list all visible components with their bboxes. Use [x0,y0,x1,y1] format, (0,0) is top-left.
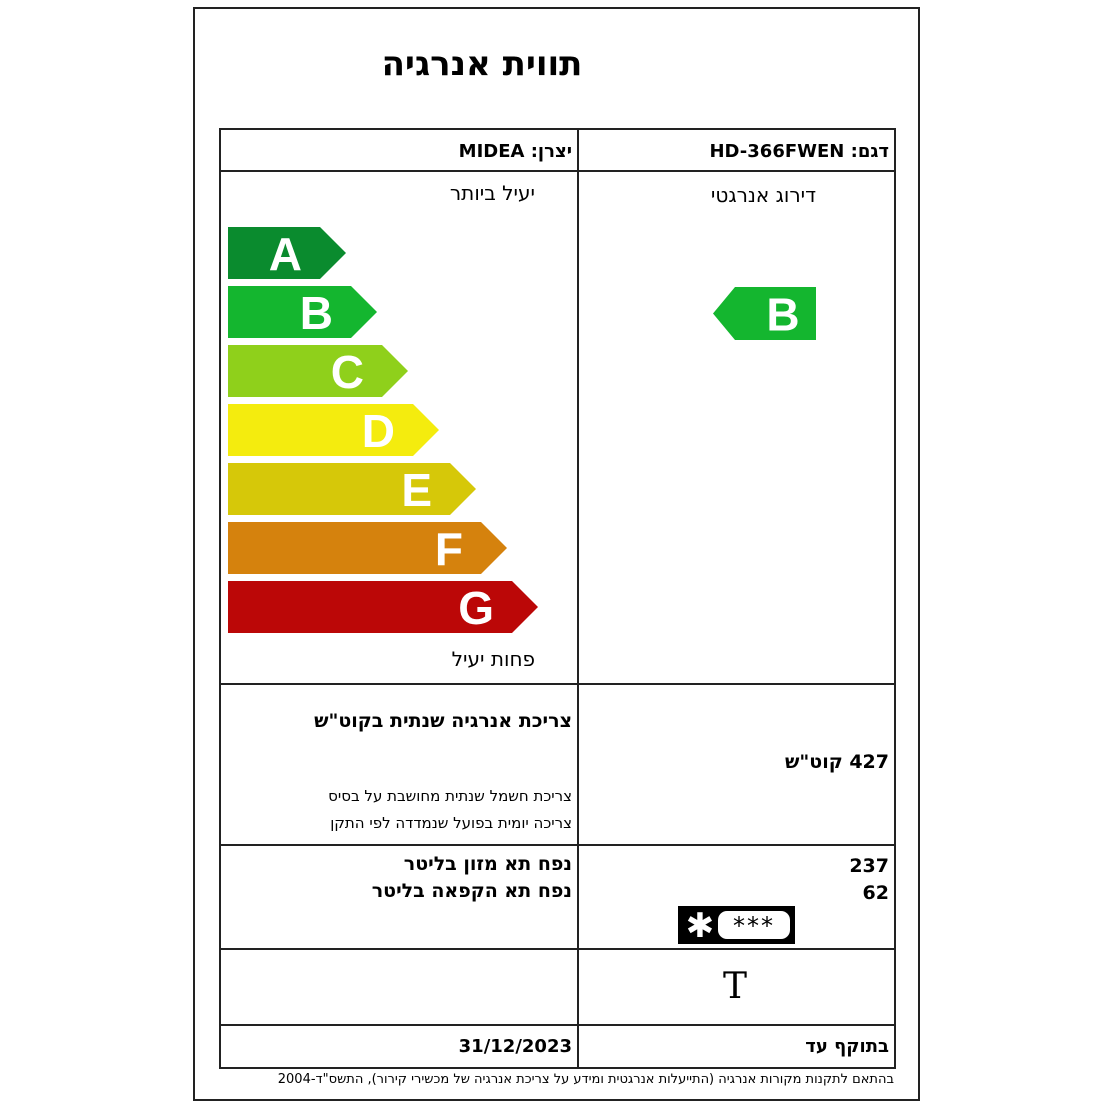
manufacturer-label: יצרן: [530,141,572,162]
rating-arrow-shape [713,287,816,340]
fresh-volume-label: נפח תא מזון בליטר [403,853,572,875]
rating-heading: דירוג אנרגטי [710,183,816,207]
scale-arrow-shape [228,345,408,397]
model-label: דגם: [850,141,889,162]
scale-arrow-shape [228,404,439,456]
scale-arrow-letter: F [434,523,463,575]
rating-letter: B [766,288,800,341]
scale-arrow-letter: A [268,228,302,280]
scale-arrow-a [228,227,346,280]
scale-arrow-f [228,522,507,575]
consumption-label: צריכת אנרגיה שנתית בקוט"ש [314,710,572,732]
freezer-volume-label: נפח תא הקפאה בליטר [371,880,572,902]
consumption-value: 427 קוט"ש [784,751,889,773]
manufacturer-value: MIDEA [458,141,525,162]
scale-arrow-letter: B [299,287,333,339]
regulation-footer: בהתאם לתקנות מקורות אנרגיה (התייעלות אנרגטית ומידע על צריכת אנרגיה של מכשירי קירור), התשס"ד-2004 [277,1072,894,1087]
fresh-volume-value: 237 [849,855,889,877]
scale-arrow-shape [228,463,476,515]
scale-arrow-letter: C [330,346,364,398]
scale-arrow-g [228,581,538,634]
label-title: תווית אנרגיה [381,44,583,84]
scale-arrow-b [228,286,377,339]
consumption-note-line1: צריכת חשמל שנתית מחושבת על בסיס [328,787,572,805]
scale-bottom-label: פחות יעיל [451,647,535,671]
scale-arrow-letter: G [458,582,494,634]
model-value: HD-366FWEN [709,141,845,162]
scale-arrow-letter: D [361,405,395,457]
scale-arrow-shape [228,522,507,574]
consumption-note-line2: צריכה יומית בפועל שנמדדה לפי התקן [330,814,572,832]
scale-arrow-c [228,345,408,398]
scale-arrow-d [228,404,439,457]
validity-date: 31/12/2023 [458,1036,572,1057]
freezer-stars: *** [718,911,790,939]
scale-arrow-letter: E [401,464,432,516]
validity-label: בתוקף עד [805,1036,889,1057]
freezer-star-icon: ✱ [685,906,715,946]
freezer-star-rating [678,906,795,944]
rating-arrow [713,287,816,341]
scale-arrow-e [228,463,476,516]
scale-top-label: יעיל ביותר [449,181,535,205]
climate-class: T [722,966,747,1007]
freezer-volume-value: 62 [862,882,889,904]
